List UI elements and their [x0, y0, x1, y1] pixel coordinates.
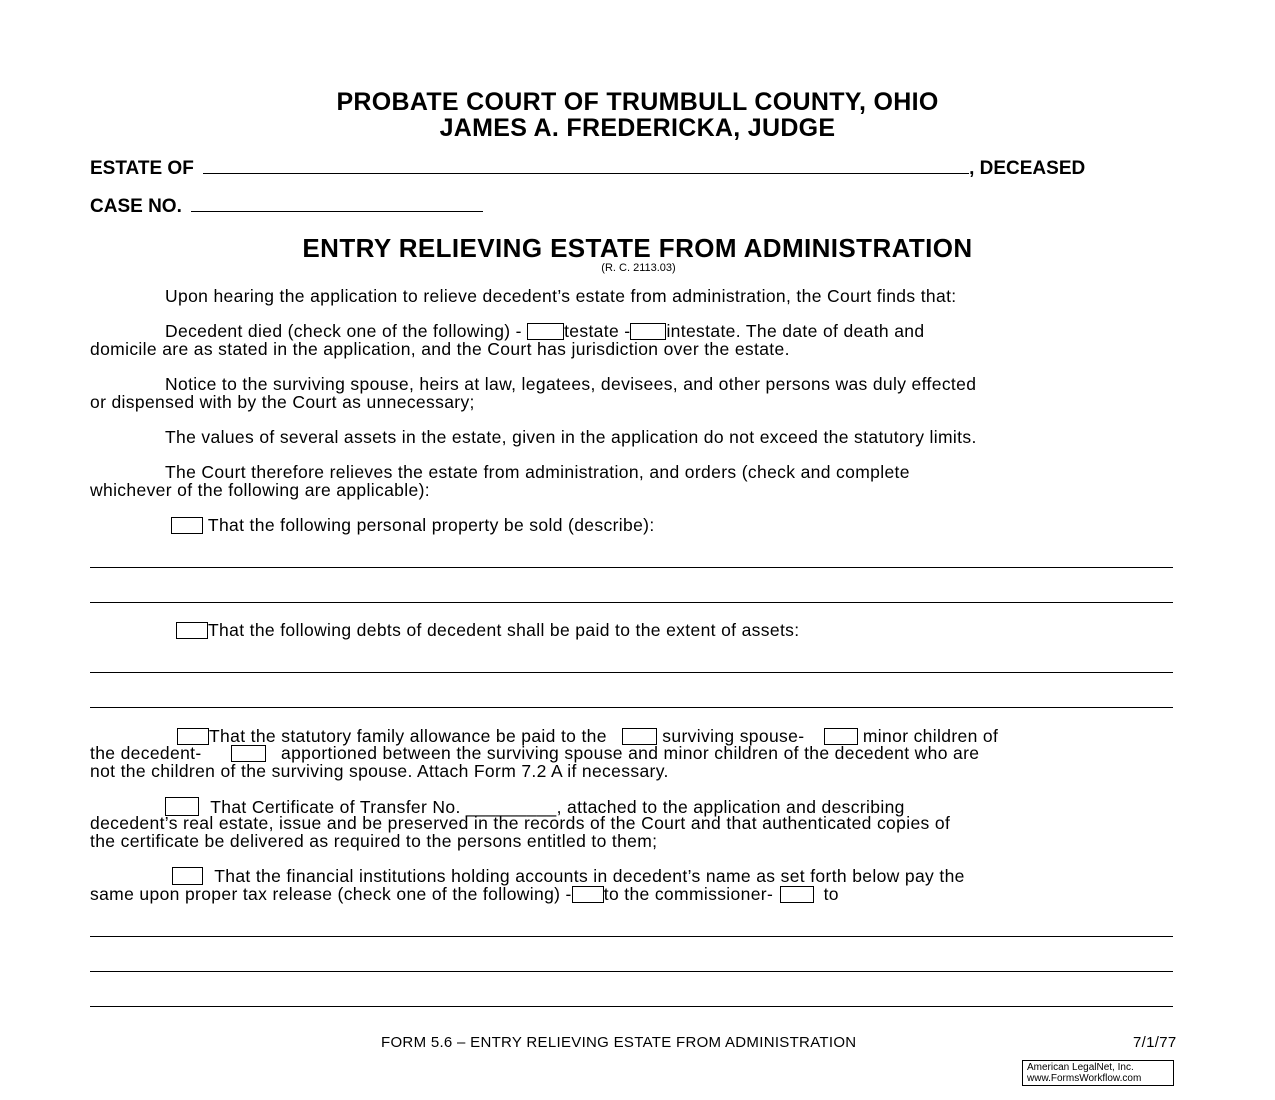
other-recipient-checkbox[interactable]: [780, 886, 814, 903]
sell-property-label: That the following personal property be sold (describe):: [207, 515, 655, 535]
orders-intro-2: whichever of the following are applicable):: [90, 480, 430, 500]
death-status-text: Decedent died (check one of the following) -: [165, 321, 528, 341]
pay-debts-label: That the following debts of decedent shall be paid to the extent of assets:: [208, 620, 800, 640]
publisher-url: www.FormsWorkflow.com: [1027, 1073, 1142, 1084]
tax-release-line: [90, 885, 839, 903]
publisher-stamp: [1022, 1060, 1174, 1086]
orders-intro-1: The Court therefore relieves the estate from administration, and orders (check and complete: [165, 462, 910, 482]
property-description-line[interactable]: [90, 567, 1173, 568]
deceased-label: , DECEASED: [969, 158, 1086, 179]
form-revision-date: 7/1/77: [1133, 1034, 1177, 1051]
other-recipient-label: to: [823, 884, 839, 904]
certificate-transfer-label: That Certificate of Transfer No. _________, attached to the application and describing: [210, 797, 905, 817]
accounts-line[interactable]: [90, 971, 1173, 972]
court-title: PROBATE COURT OF TRUMBULL COUNTY, OHIO: [336, 88, 939, 116]
pay-debts-checkbox[interactable]: [176, 622, 208, 639]
apportioned-label: apportioned between the surviving spouse and minor children of the decedent who are: [281, 743, 980, 763]
surviving-spouse-label: surviving spouse-: [662, 726, 805, 746]
estate-label: ESTATE OF: [90, 158, 194, 179]
accounts-line[interactable]: [90, 1006, 1173, 1007]
family-allowance-label: That the statutory family allowance be paid to the: [209, 726, 607, 746]
notice-text-2: or dispensed with by the Court as unnecessary;: [90, 392, 475, 412]
sell-property-checkbox[interactable]: [171, 517, 203, 534]
document-title: ENTRY RELIEVING ESTATE FROM ADMINISTRATION: [302, 233, 973, 263]
property-description-line[interactable]: [90, 602, 1173, 603]
option-sell-property: [171, 516, 655, 534]
form-footer-label: FORM 5.6 – ENTRY RELIEVING ESTATE FROM ADMINISTRATION: [381, 1034, 857, 1051]
minor-children-label: minor children of: [862, 726, 999, 746]
apportioned-checkbox[interactable]: [231, 745, 266, 762]
case-number-field[interactable]: [191, 211, 483, 212]
commissioner-checkbox[interactable]: [572, 886, 604, 903]
debts-description-line[interactable]: [90, 707, 1173, 708]
statute-reference: (R. C. 2113.03): [601, 262, 676, 274]
certificate-transfer-line-3: the certificate be delivered as required to the persons entitled to them;: [90, 831, 658, 851]
intestate-checkbox[interactable]: [630, 323, 666, 340]
accounts-line[interactable]: [90, 936, 1173, 937]
debts-description-line[interactable]: [90, 672, 1173, 673]
certificate-transfer-line-2: decedent’s real estate, issue and be preserved in the records of the Court and that authenticated copies of: [90, 813, 951, 833]
testate-label: testate -: [564, 321, 631, 341]
option-financial-institutions: [172, 867, 965, 885]
publisher-name: American LegalNet, Inc.: [1027, 1062, 1134, 1073]
notice-text-1: Notice to the surviving spouse, heirs at law, legatees, devisees, and other persons was duly effected: [165, 374, 977, 394]
case-label: CASE NO.: [90, 196, 182, 217]
testate-checkbox[interactable]: [527, 323, 564, 340]
domicile-text: domicile are as stated in the application, and the Court has jurisdiction over the estate.: [90, 339, 790, 359]
finding-intro: Upon hearing the application to relieve decedent’s estate from administration, the Court finds that:: [165, 286, 957, 306]
asset-values-text: The values of several assets in the estate, given in the application do not exceed the statutory limits.: [165, 427, 977, 447]
death-status-line: [165, 322, 924, 340]
case-row: [90, 196, 483, 218]
financial-institutions-checkbox[interactable]: [172, 867, 203, 885]
family-allowance-line-2: [90, 744, 979, 762]
tax-release-label: same upon proper tax release (check one of the following) -: [90, 884, 572, 904]
estate-name-field[interactable]: [203, 173, 969, 174]
intestate-label: intestate. The date of death and: [666, 321, 925, 341]
estate-row: [90, 158, 1085, 180]
option-pay-debts: [176, 621, 799, 639]
financial-institutions-label: That the financial institutions holding accounts in decedent’s name as set forth below pay the: [214, 866, 965, 886]
judge-name: JAMES A. FREDERICKA, JUDGE: [439, 114, 836, 142]
decedent-label: the decedent-: [90, 743, 202, 763]
commissioner-label: to the commissioner-: [603, 884, 774, 904]
family-allowance-line-3: not the children of the surviving spouse. Attach Form 7.2 A if necessary.: [90, 761, 669, 781]
